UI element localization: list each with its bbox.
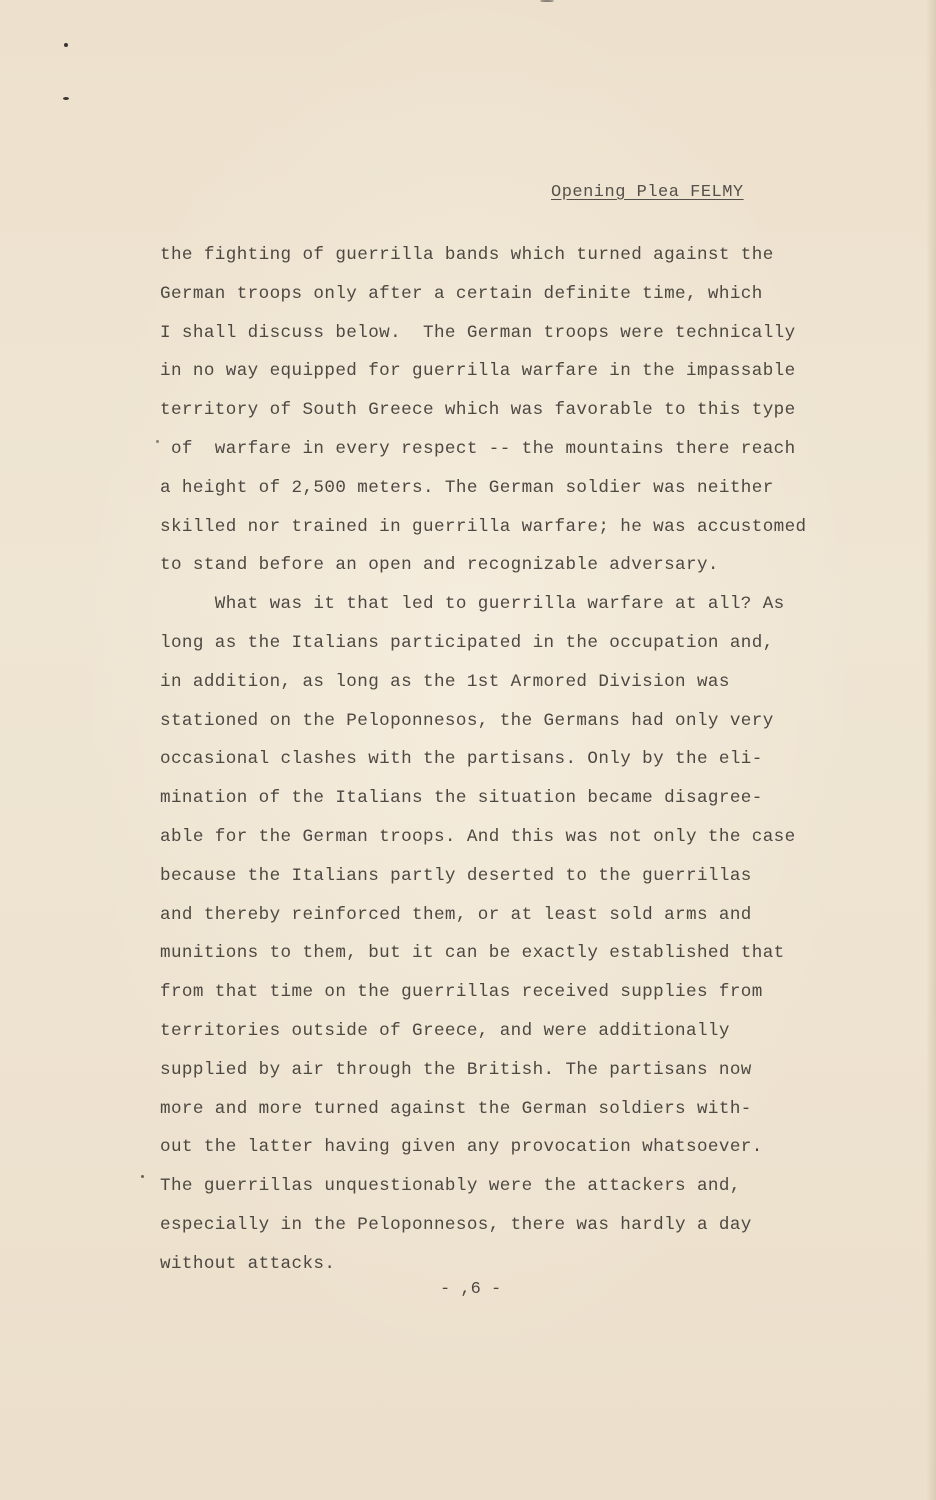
text-line: the fighting of guerrilla bands which turned against the <box>160 245 774 265</box>
page-header: Opening Plea FELMY <box>551 183 744 202</box>
text-line: a height of 2,500 meters. The German soldier was neither <box>160 477 774 498</box>
text-line: munitions to them, but it can be exactly established that <box>160 943 785 964</box>
text-line: skilled nor trained in guerrilla warfare; he was accustomed <box>160 516 807 537</box>
paper-speck <box>540 0 554 2</box>
text-line: German troops only after a certain definite time, which <box>160 283 763 304</box>
text-line: stationed on the Peloponnesos, the Germans had only very <box>160 710 774 731</box>
text-line: territory of South Greece which was favorable to this type <box>160 400 796 421</box>
text-line: in addition, as long as the 1st Armored Division was <box>160 671 730 692</box>
paper-speck <box>64 43 68 47</box>
text-line: territories outside of Greece, and were additionally <box>160 1020 730 1041</box>
text-line: out the latter having given any provocation whatsoever. <box>160 1137 763 1158</box>
text-line: and thereby reinforced them, or at least sold arms and <box>160 904 752 925</box>
document-body <box>160 236 860 1284</box>
text-line: more and more turned against the German soldiers with- <box>160 1098 752 1119</box>
text-line: I shall discuss below. The German troops were technically <box>160 322 796 343</box>
text-line: to stand before an open and recognizable adversary. <box>160 555 719 576</box>
text-line: of warfare in every respect -- the mountains there reach <box>160 438 796 459</box>
text-line: mination of the Italians the situation became disagree- <box>160 788 763 809</box>
page-edge-shadow <box>926 0 936 1500</box>
text-line: long as the Italians participated in the occupation and, <box>160 632 774 653</box>
text-line: without attacks. <box>160 1253 336 1274</box>
text-line: from that time on the guerrillas received supplies from <box>160 982 763 1003</box>
text-line: The guerrillas unquestionably were the attackers and, <box>160 1176 741 1197</box>
page-number: - ,6 - <box>440 1280 502 1299</box>
text-line: able for the German troops. And this was not only the case <box>160 826 796 847</box>
paper-speck <box>156 440 159 443</box>
text-line: because the Italians partly deserted to the guerrillas <box>160 865 752 886</box>
paper-speck <box>63 97 69 100</box>
text-line: occasional clashes with the partisans. Only by the eli- <box>160 749 763 770</box>
text-line: supplied by air through the British. The partisans now <box>160 1059 752 1080</box>
text-line: What was it that led to guerrilla warfare at all? As <box>160 594 785 615</box>
paper-speck <box>141 1175 144 1178</box>
text-line: in no way equipped for guerrilla warfare in the impassable <box>160 361 796 382</box>
text-line: especially in the Peloponnesos, there was hardly a day <box>160 1214 752 1235</box>
